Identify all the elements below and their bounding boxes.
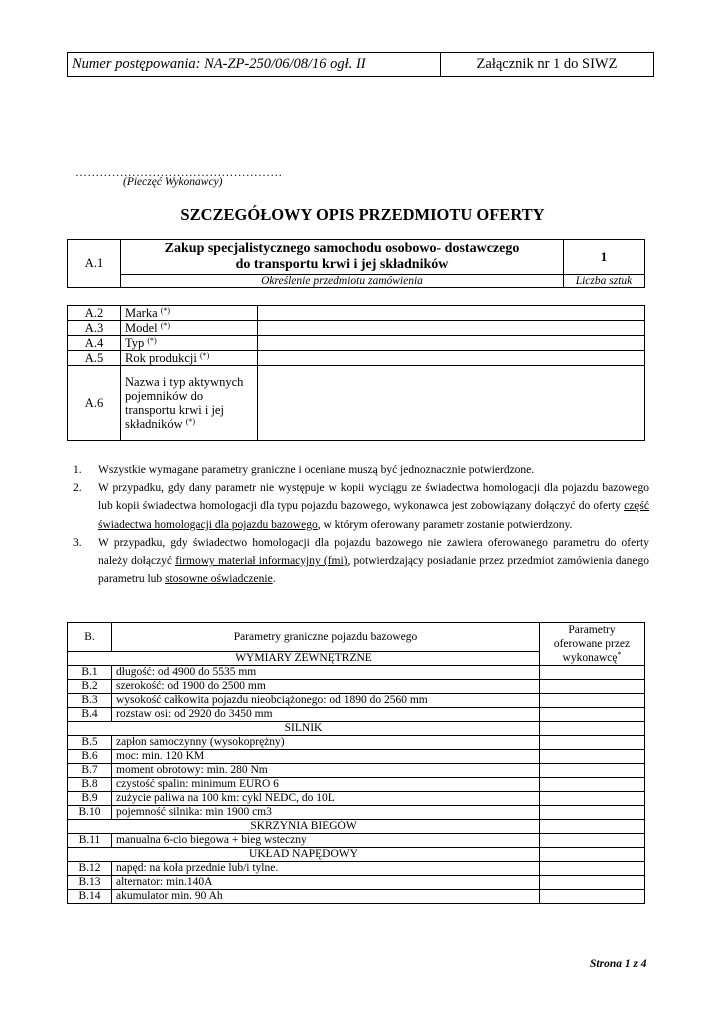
a1-description-line2: do transportu krwi i jej składników <box>235 257 449 272</box>
note-underlined: stosowne oświadczenie <box>165 573 273 586</box>
a1-code: A.1 <box>68 240 121 288</box>
list-item <box>73 534 649 589</box>
row-label: Marka (*) <box>121 306 258 321</box>
parameter-text: akumulator min. 90 Ah <box>112 890 540 904</box>
offered-value-cell[interactable] <box>540 778 645 792</box>
table-row <box>68 750 645 764</box>
offered-value-cell[interactable] <box>540 806 645 820</box>
row-code: B.12 <box>68 862 112 876</box>
parameter-text: szerokość: od 1900 do 2500 mm <box>112 680 540 694</box>
section-row <box>68 722 645 736</box>
note-text: W przypadku, gdy świadectwo homologacji dla pojazdu bazowego nie zawiera oferowanego parametru do oferty należy dołączyć firmowy materiał informacyjny (fmi), potwierdzający posiadanie przez przedmiot zamówienia danego parametru lub stosowne oświadczenie. <box>98 536 650 586</box>
vehicle-identification-table <box>67 305 645 441</box>
row-label: Nazwa i typ aktywnych pojemników do transportu krwi i jej składników (*) <box>121 366 258 441</box>
offered-column-header: Parametry oferowane przez wykonawcę* <box>540 623 645 666</box>
attachment-label: Załącznik nr 1 do SIWZ <box>441 53 654 77</box>
parameter-text: alternator: min.140A <box>112 876 540 890</box>
row-code: B.9 <box>68 792 112 806</box>
note-underlined: firmowy materiał informacyjny (fmi) <box>175 555 348 568</box>
table-row <box>68 792 645 806</box>
table-row <box>68 306 645 321</box>
table-row <box>68 834 645 848</box>
row-code: B.5 <box>68 736 112 750</box>
table-row <box>68 351 645 366</box>
row-code: B.6 <box>68 750 112 764</box>
footnote-mark: * <box>617 650 622 659</box>
section-value-cell <box>540 848 645 862</box>
section-value-cell <box>540 820 645 834</box>
parameter-text: wysokość całkowita pojazdu nieobciążonego: od 1890 do 2560 mm <box>112 694 540 708</box>
row-code: B.8 <box>68 778 112 792</box>
footnote-mark: (*) <box>160 306 171 315</box>
table-row <box>68 778 645 792</box>
footnote-mark: (*) <box>200 351 210 360</box>
brand-value-cell[interactable] <box>258 306 645 321</box>
row-label: Model (*) <box>121 321 258 336</box>
row-code: B.3 <box>68 694 112 708</box>
footnote-mark: (*) <box>160 321 171 330</box>
row-code: B.4 <box>68 708 112 722</box>
list-item <box>73 479 649 534</box>
row-code: B.11 <box>68 834 112 848</box>
offered-value-cell[interactable] <box>540 834 645 848</box>
section-title: WYMIARY ZEWNĘTRZNE <box>68 652 540 666</box>
list-item <box>73 461 649 479</box>
table-row <box>68 321 645 336</box>
parameter-text: zapłon samoczynny (wysokoprężny) <box>112 736 540 750</box>
offered-value-cell[interactable] <box>540 666 645 680</box>
row-label: Typ (*) <box>121 336 258 351</box>
production-year-value-cell[interactable] <box>258 351 645 366</box>
note-text: Wszystkie wymagane parametry graniczne i oceniane muszą być jednoznacznie potwierdzone. <box>98 464 535 476</box>
parameter-text: zużycie paliwa na 100 km: cykl NEDC, do 10L <box>112 792 540 806</box>
table-row <box>68 666 645 680</box>
section-title: SKRZYNIA BIEGÓW <box>68 820 540 834</box>
table-row <box>68 862 645 876</box>
parameter-text: manualna 6-cio biegowa + bieg wsteczny <box>112 834 540 848</box>
row-code: A.2 <box>68 306 121 321</box>
table-row <box>68 336 645 351</box>
parameters-table <box>67 622 645 904</box>
params-column-header: Parametry graniczne pojazdu bazowego <box>112 623 540 652</box>
parameter-text: napęd: na koła przednie lub/i tylne. <box>112 862 540 876</box>
document-header <box>67 52 654 77</box>
footnote-mark: (*) <box>185 417 196 426</box>
b-code-header: B. <box>68 623 112 652</box>
row-code: B.2 <box>68 680 112 694</box>
offered-value-cell[interactable] <box>540 764 645 778</box>
offered-value-cell[interactable] <box>540 792 645 806</box>
table-row <box>68 764 645 778</box>
note-text: W przypadku, gdy dany parametr nie występuje w kopii wyciągu ze świadectwa homologacji dla pojazdu bazowego lub kopii świadectwa homologacji dla typu pojazdu bazowego, wykonawca jest zobowiązany dołączyć do oferty część świadectwa homologacji dla pojazdu bazowego, w którym oferowany parametr zostanie potwierdzony. <box>98 482 649 531</box>
a1-quantity: 1 <box>564 240 645 275</box>
a1-description <box>121 240 564 275</box>
offered-value-cell[interactable] <box>540 750 645 764</box>
section-row <box>68 848 645 862</box>
row-code: A.5 <box>68 351 121 366</box>
offered-value-cell[interactable] <box>540 876 645 890</box>
subject-table <box>67 239 645 288</box>
offered-value-cell[interactable] <box>540 890 645 904</box>
offered-value-cell[interactable] <box>540 708 645 722</box>
subject-caption: Określenie przedmiotu zamówienia <box>121 275 564 288</box>
row-code: A.6 <box>68 366 121 441</box>
containers-value-cell[interactable] <box>258 366 645 441</box>
table-row <box>68 890 645 904</box>
table-row <box>68 708 645 722</box>
offered-value-cell[interactable] <box>540 694 645 708</box>
table-row <box>68 680 645 694</box>
note-number: 3. <box>73 536 82 549</box>
offered-value-cell[interactable] <box>540 736 645 750</box>
table-row <box>68 876 645 890</box>
parameter-text: długość: od 4900 do 5535 mm <box>112 666 540 680</box>
stamp-dotted-line: …………………………………………… <box>75 165 283 179</box>
row-code: B.13 <box>68 876 112 890</box>
notes-list <box>73 461 649 588</box>
row-code: B.10 <box>68 806 112 820</box>
parameter-text: moc: min. 120 KM <box>112 750 540 764</box>
parameter-text: moment obrotowy: min. 280 Nm <box>112 764 540 778</box>
row-code: B.7 <box>68 764 112 778</box>
row-label: Rok produkcji (*) <box>121 351 258 366</box>
parameter-text: pojemność silnika: min 1900 cm3 <box>112 806 540 820</box>
parameter-text: rozstaw osi: od 2920 do 3450 mm <box>112 708 540 722</box>
a1-description-line1: Zakup specjalistycznego samochodu osobowo- dostawczego <box>164 241 520 256</box>
section-title: UKŁAD NAPĘDOWY <box>68 848 540 862</box>
offered-value-cell[interactable] <box>540 680 645 694</box>
row-code: A.4 <box>68 336 121 351</box>
row-code: B.14 <box>68 890 112 904</box>
page-title: SZCZEGÓŁOWY OPIS PRZEDMIOTU OFERTY <box>180 205 545 224</box>
page-number: Strona 1 z 4 <box>590 958 647 970</box>
note-number: 1. <box>73 464 82 476</box>
table-row <box>68 736 645 750</box>
footnote-mark: (*) <box>147 336 157 345</box>
procedure-number: Numer postępowania: NA-ZP-250/06/08/16 ogł. II <box>68 53 441 77</box>
offered-value-cell[interactable] <box>540 862 645 876</box>
table-row <box>68 806 645 820</box>
note-underlined: część świadectwa homologacji dla pojazdu bazowego <box>98 500 649 531</box>
table-row <box>68 694 645 708</box>
note-number: 2. <box>73 482 82 495</box>
row-code: A.3 <box>68 321 121 336</box>
parameter-text: czystość spalin: minimum EURO 6 <box>112 778 540 792</box>
quantity-caption: Liczba sztuk <box>564 275 645 288</box>
section-row <box>68 820 645 834</box>
type-value-cell[interactable] <box>258 336 645 351</box>
section-value-cell <box>540 722 645 736</box>
section-title: SILNIK <box>68 722 540 736</box>
row-code: B.1 <box>68 666 112 680</box>
model-value-cell[interactable] <box>258 321 645 336</box>
stamp-label: (Pieczęć Wykonawcy) <box>123 176 223 188</box>
table-row <box>68 366 645 441</box>
